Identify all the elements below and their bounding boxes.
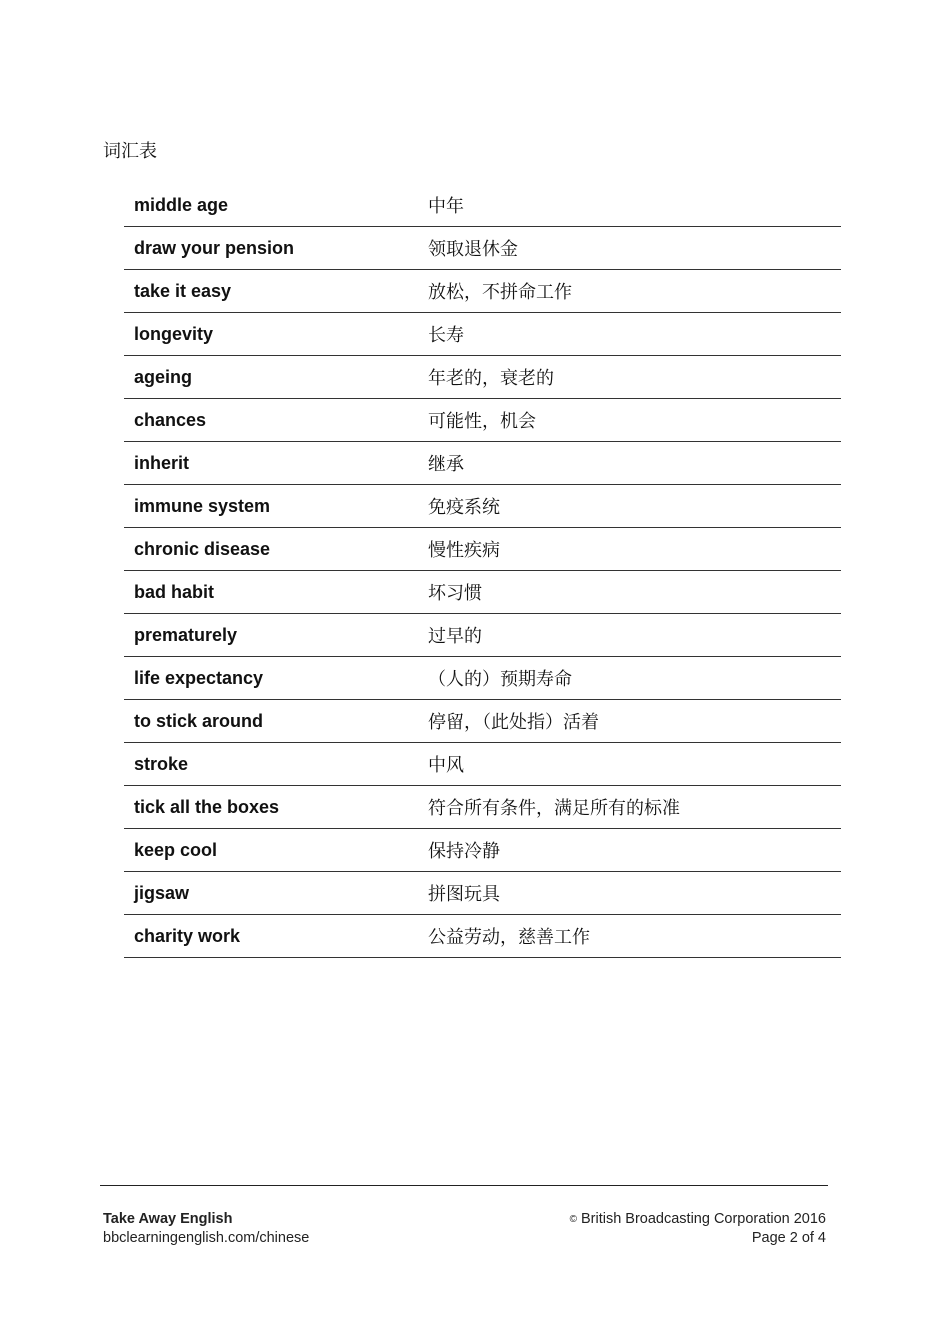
english-term: charity work [134,925,241,946]
chinese-translation: 继承 [428,454,464,475]
table-row [124,227,841,270]
table-row [124,614,841,657]
footer-right [570,1210,826,1248]
table-row [124,442,841,485]
chinese-translation: （人的）预期寿命 [428,669,572,690]
chinese-translation: 拼图玩具 [428,884,500,905]
english-term: immune system [134,495,271,516]
chinese-translation: 坏习惯 [428,583,482,604]
copyright-symbol: © [569,1214,577,1225]
chinese-translation: 过早的 [428,626,482,647]
english-term: chances [134,409,207,430]
table-row [124,356,841,399]
table-row [124,313,841,356]
english-term: to stick around [134,710,264,731]
footer-brand: Take Away English [103,1211,233,1227]
chinese-translation: 停留，（此处指）活着 [428,712,599,733]
english-term: chronic disease [134,538,271,559]
table-row [124,399,841,442]
chinese-translation: 免疫系统 [428,497,500,518]
table-row [124,829,841,872]
english-term: middle age [134,194,229,215]
english-term: jigsaw [134,882,190,903]
table-row [124,786,841,829]
table-row [124,743,841,786]
chinese-translation: 公益劳动，慈善工作 [428,927,590,948]
vocabulary-table [124,184,841,958]
table-row [124,915,841,958]
table-row [124,184,841,227]
english-term: stroke [134,753,189,774]
table-row [124,270,841,313]
chinese-translation: 中风 [428,755,464,776]
footer-left [103,1210,309,1248]
english-term: prematurely [134,624,238,645]
english-term: ageing [134,366,193,387]
footer-divider [100,1185,828,1186]
chinese-translation: 保持冷静 [428,841,500,862]
english-term: inherit [134,452,190,473]
chinese-translation: 长寿 [428,325,464,346]
page-number: Page 2 of 4 [751,1230,826,1246]
chinese-translation: 年老的，衰老的 [428,368,554,389]
table-row [124,571,841,614]
english-term: tick all the boxes [134,796,280,817]
chinese-translation: 领取退休金 [428,239,518,260]
english-term: keep cool [134,839,218,860]
copyright-text: British Broadcasting Corporation 2016 [576,1211,826,1227]
table-row [124,700,841,743]
table-row [124,657,841,700]
footer-url[interactable]: bbclearningenglish.com/chinese [103,1230,310,1246]
chinese-translation: 可能性，机会 [428,411,536,432]
table-row [124,528,841,571]
chinese-translation: 符合所有条件，满足所有的标准 [428,798,680,819]
footer-copyright [570,1210,826,1229]
english-term: longevity [134,323,214,344]
chinese-translation: 放松，不拼命工作 [428,282,572,303]
english-term: life expectancy [134,667,264,688]
english-term: take it easy [134,280,232,301]
chinese-translation: 慢性疾病 [428,540,500,561]
table-row [124,485,841,528]
english-term: draw your pension [134,237,295,258]
english-term: bad habit [134,581,214,602]
table-row [124,872,841,915]
chinese-translation: 中年 [428,196,464,217]
page-title: 词汇表 [103,141,157,162]
